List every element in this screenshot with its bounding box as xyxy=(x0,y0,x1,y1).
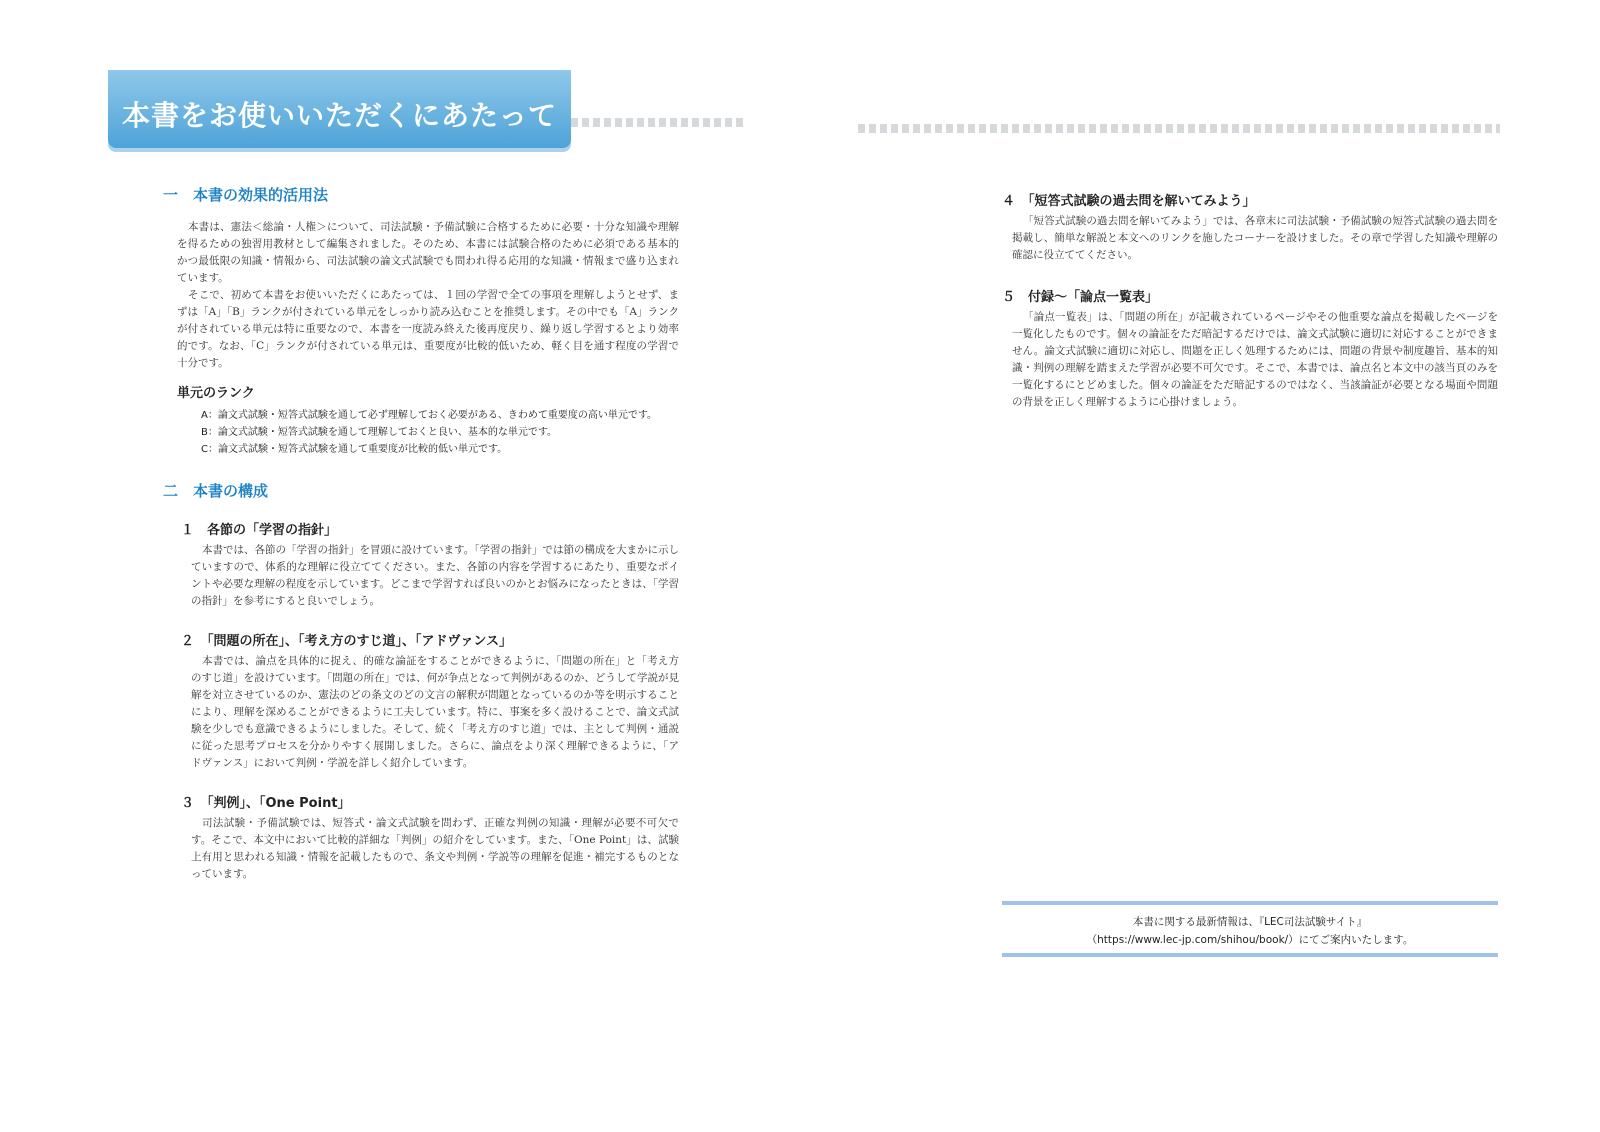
item-title: ３ 「判例」、「One Point」 xyxy=(181,796,351,811)
item-title: ５ 付録～「論点一覧表」 xyxy=(1002,290,1159,305)
info-line-1: 本書に関する最新情報は、『LEC司法試験サイト』 xyxy=(1132,916,1368,928)
info-url-line: （https://www.lec-jp.com/shihou/book/）にてご案内いたします。 xyxy=(1086,934,1414,946)
item-title: ２ 「問題の所在」、「考え方のすじ道」、「アドヴァンス」 xyxy=(181,634,512,649)
structure-item-4 xyxy=(1002,190,1498,264)
rank-item-b: B：論文式試験・短答式試験を通して理解しておくと良い、基本的な単元です。 xyxy=(201,427,558,438)
item-body: 「短答式試験の過去問を解いてみよう」では、各章末に司法試験・予備試験の短答式試験の過去問を掲載し、簡単な解説と本文へのリンクを施したコーナーを設けました。その章で学習した知識や理解の確認に役立ててください。 xyxy=(1012,215,1498,261)
usage-body xyxy=(163,219,679,372)
structure-item-2 xyxy=(163,630,679,772)
structure-item-1 xyxy=(163,519,679,610)
page-title: 本書をお使いいただくにあたって xyxy=(122,99,558,132)
item-body: 本書では、各節の「学習の指針」を冒頭に設けています。「学習の指針」では節の構成を大まかに示していますので、体系的な理解に役立ててください。また、各節の内容を学習するにあたり、重要なポイントや必要な理解の程度を示しています。どこまで学習すれば良いのかとお悩みになったときは、「学習の指針」を参考にすると良いでしょう。 xyxy=(191,544,679,607)
item-body: 本書では、論点を具体的に捉え、的確な論証をすることができるように、「問題の所在」と「考え方のすじ道」を設けています。「問題の所在」では、何が争点となって判例があるのか、どうして学説が見解を対立させているのか、憲法のどの条文のどの文言の解釈が問題となっているのか等を明示することにより、理解を深めることができるように工夫しています。特に、事案を多く設けることで、論文式試験を少しでも意識できるようにしました。そして、続く「考え方のすじ道」では、主として判例・通説に従った思考プロセスを分かりやすく展開しました。さらに、論点をより深く理解できるように、「アドヴァンス」において判例・学説を詳しく紹介しています。 xyxy=(191,655,679,769)
item-body: 「論点一覧表」は、「問題の所在」が記載されているページやその他重要な論点を掲載したページを一覧化したものです。個々の論証をただ暗記するだけでは、論文式試験に適切に対応することができません。論文式試験に適切に対応し、問題を正しく処理するためには、問題の背景や制度趣旨、基本的知識・判例の理解を踏まえた学習が必要不可欠です。そこで、本書では、論点名と本文中の該当頁のみを一覧化するにとどめました。個々の論証をただ暗記するのではなく、当該論証が必要となる場面や問題の背景を正しく理解するように心掛けましょう。 xyxy=(1012,311,1498,408)
item-title: １ 各節の「学習の指針」 xyxy=(181,523,338,538)
header-dotted-rule-left xyxy=(571,118,746,127)
item-title: ４ 「短答式試験の過去問を解いてみよう」 xyxy=(1002,194,1256,209)
rank-item-a: A：論文式試験・短答式試験を通して必ず理解しておく必要がある、きわめて重要度の高い単元です。 xyxy=(201,410,658,421)
rank-heading: 単元のランク xyxy=(177,386,255,401)
rank-item-c: C：論文式試験・短答式試験を通して重要度が比較的低い単元です。 xyxy=(201,444,508,455)
right-column xyxy=(1002,190,1498,411)
left-column xyxy=(163,184,679,883)
latest-info-box xyxy=(1002,901,1498,957)
item-body: 司法試験・予備試験では、短答式・論文式試験を問わず、正確な判例の知識・理解が必要不可欠です。そこで、本文中において比較的詳細な「判例」の紹介をしています。また、「One Point」は、試験上有用と思われる知識・情報を記載したもので、条文や判例・学説等の理解を促進・補完するものとなっています。 xyxy=(191,817,679,880)
section-heading-usage: 一 本書の効果的活用法 xyxy=(163,186,329,204)
section-heading-structure: 二 本書の構成 xyxy=(163,482,269,500)
rank-list xyxy=(163,407,679,458)
paragraph: 本書は、憲法＜総論・人権＞について、司法試験・予備試験に合格するために必要・十分な知識や理解を得るための独習用教材として編集されました。そのため、本書には試験合格のために必須である基本的かつ最低限の知識・情報から、司法試験の論文式試験でも問われ得る応用的な知識・情報まで盛り込まれています。 xyxy=(177,221,679,284)
structure-item-5 xyxy=(1002,286,1498,411)
header-dotted-rule-right xyxy=(858,124,1500,133)
paragraph: そこで、初めて本書をお使いいただくにあたっては、１回の学習で全ての事項を理解しようとせず、まずは「A」「B」ランクが付されている単元をしっかり読み込むことを推奨します。その中でも「A」ランクが付されている単元は特に重要なので、本書を一度読み終えた後再度戻り、繰り返し学習するとより効率的です。なお、「C」ランクが付されている単元は、重要度が比較的低いため、軽く目を通す程度の学習で十分です。 xyxy=(177,289,679,369)
structure-item-3 xyxy=(163,792,679,883)
title-banner xyxy=(108,70,571,148)
